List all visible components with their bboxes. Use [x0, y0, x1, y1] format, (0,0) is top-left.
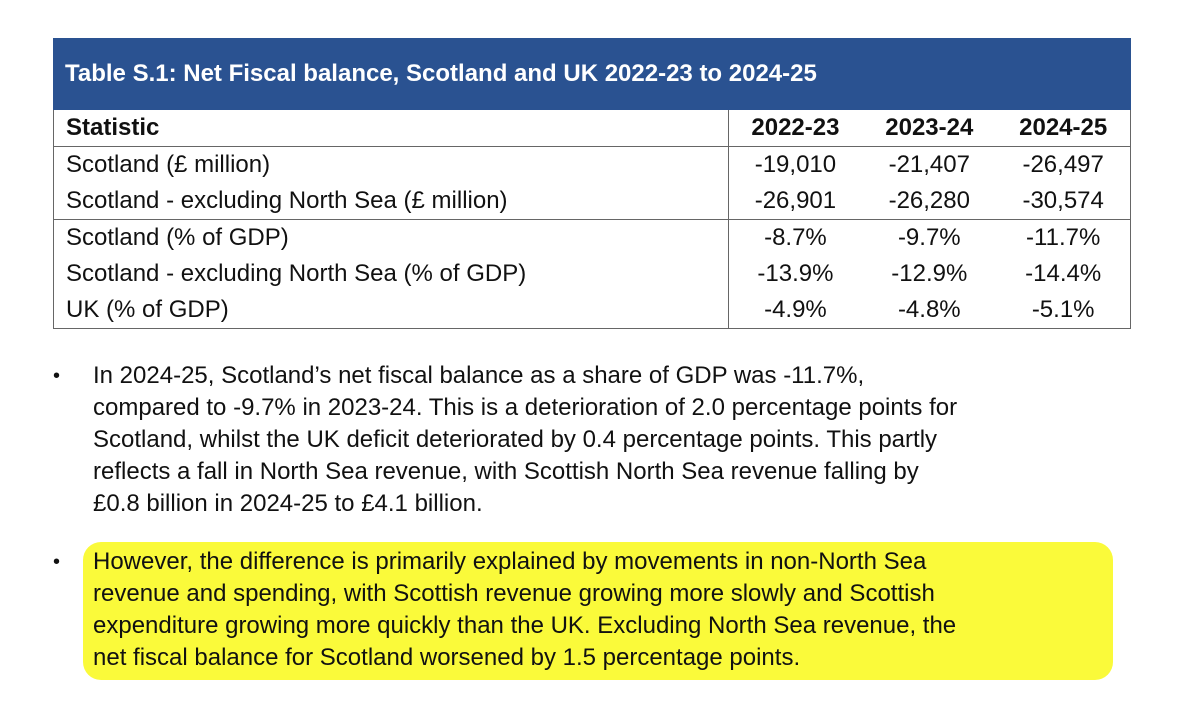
bullet-item [53, 360, 1113, 520]
table-title: Table S.1: Net Fiscal balance, Scotland and UK 2022-23 to 2024-25 [53, 38, 1131, 110]
table-cell: -12.9% [891, 260, 968, 287]
highlighted-bullet-text [83, 542, 1113, 680]
row-label: UK (% of GDP) [66, 296, 229, 323]
text-line: £0.8 billion in 2024-25 to £4.1 billion. [93, 490, 483, 517]
bullet-text [93, 360, 1113, 520]
table-cell: -11.7% [1026, 224, 1101, 251]
bullet-text [93, 546, 1103, 674]
table-cell: -13.9% [728, 256, 862, 292]
table-cell: -19,010 [728, 147, 862, 184]
row-label: Scotland - excluding North Sea (£ million) [54, 183, 729, 220]
table-row [54, 147, 1131, 184]
row-label: Scotland - excluding North Sea (% of GDP) [66, 260, 527, 287]
column-header-year: 2023-24 [862, 110, 996, 147]
table-cell: -4.8% [897, 296, 961, 323]
table-row [54, 183, 1131, 220]
column-header-statistic: Statistic [54, 110, 729, 147]
text-line: reflects a fall in North Sea revenue, with Scottish North Sea revenue falling by [93, 458, 919, 485]
fiscal-balance-table [53, 110, 1131, 329]
bullet-item-highlighted [53, 546, 1113, 680]
table-cell: -9.7% [897, 224, 961, 251]
table-row [54, 220, 1131, 257]
table-row [54, 292, 1131, 329]
row-label: Scotland (% of GDP) [66, 224, 289, 251]
table-cell: -5.1% [1031, 296, 1095, 323]
text-line: net fiscal balance for Scotland worsened by 1.5 percentage points. [93, 644, 801, 671]
text-line: compared to -9.7% in 2023-24. This is a deterioration of 2.0 percentage points for [93, 394, 958, 421]
table-cell: -26,280 [862, 183, 996, 220]
table-cell: -4.9% [728, 292, 862, 329]
table-cell: -30,574 [996, 183, 1130, 220]
column-header-year: 2022-23 [728, 110, 862, 147]
table-cell: -21,407 [888, 151, 970, 178]
text-line: expenditure growing more quickly than the UK. Excluding North Sea revenue, the [93, 612, 957, 639]
table-header-row [54, 110, 1131, 147]
table-cell: -8.7% [728, 220, 862, 257]
text-line: However, the difference is primarily explained by movements in non-North Sea [93, 548, 927, 575]
table-cell: -26,901 [728, 183, 862, 220]
bullet-list [53, 360, 1113, 706]
column-header-year: 2024-25 [996, 110, 1130, 147]
bullet-marker: • [53, 551, 61, 573]
row-label: Scotland (£ million) [66, 151, 271, 178]
fiscal-balance-table-container [53, 38, 1131, 329]
text-line: revenue and spending, with Scottish revenue growing more slowly and Scottish [93, 580, 935, 607]
table-cell: -14.4% [1025, 260, 1102, 287]
text-line: In 2024-25, Scotland’s net fiscal balance as a share of GDP was -11.7%, [93, 362, 865, 389]
table-cell: -26,497 [1022, 151, 1104, 178]
table-row [54, 256, 1131, 292]
bullet-marker: • [53, 365, 61, 387]
text-line: Scotland, whilst the UK deficit deteriorated by 0.4 percentage points. This partly [93, 426, 938, 453]
